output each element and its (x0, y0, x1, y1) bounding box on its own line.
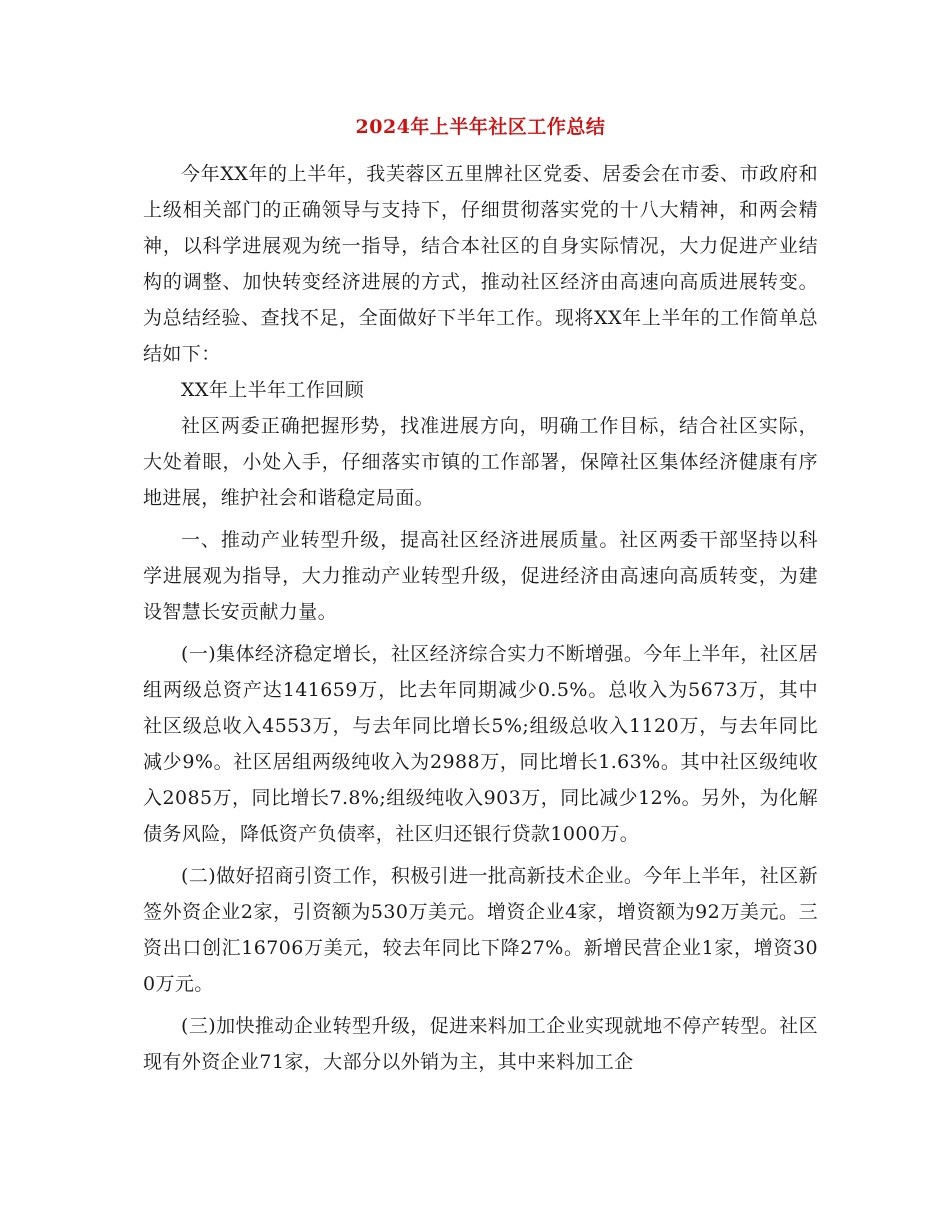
paragraph-intro: 今年XX年的上半年，我芙蓉区五里牌社区党委、居委会在市委、市政府和上级相关部门的正确领导与支持下，仔细贯彻落实党的十八大精神，和两会精神，以科学进展观为统一指导，结合本社区的自身实际情况，大力促进产业结构的调整、加快转变经济进展的方式，推动社区经济由高速向高质进展转变。为总结经验、查找不足，全面做好下半年工作。现将XX年上半年的工作简单总结如下： (143, 163, 818, 365)
paragraph-item-three: (三)加快推动企业转型升级，促进来料加工企业实现就地不停产转型。社区现有外资企业71家，大部分以外销为主，其中来料加工企 (143, 1015, 818, 1073)
paragraph-review-heading: XX年上半年工作回顾 (181, 379, 365, 401)
document-title: 2024年上半年社区工作总结 (355, 116, 606, 138)
paragraph-section-one: 一、推动产业转型升级，提高社区经济进展质量。社区两委干部坚持以科学进展观为指导，大力推动产业转型升级，促进经济由高速向高质转变，为建设智慧长安贡献力量。 (143, 529, 818, 623)
paragraph-review-summary: 社区两委正确把握形势，找准进展方向，明确工作目标，结合社区实际，大处着眼，小处入手，仔细落实市镇的工作部署，保障社区集体经济健康有序地进展，维护社会和谐稳定局面。 (143, 415, 818, 509)
paragraph-item-two: (二)做好招商引资工作，积极引进一批高新技术企业。今年上半年，社区新签外资企业2家，引资额为530万美元。增资企业4家，增资额为92万美元。三资出口创汇16706万美元，较去年同比下降27%。新增民营企业1家，增资300万元。 (143, 865, 818, 995)
paragraph-item-one: (一)集体经济稳定增长，社区经济综合实力不断增强。今年上半年，社区居组两级总资产达141659万，比去年同期减少0.5%。总收入为5673万，其中社区级总收入4553万，与去年同比增长5%;组级总收入1120万，与去年同比减少9%。社区居组两级纯收入为2988万，同比增长1.63%。其中社区级纯收入2085万，同比增长7.8%;组级纯收入903万，同比减少12%。另外，为化解债务风险，降低资产负债率，社区归还银行贷款1000万。 (143, 643, 818, 845)
